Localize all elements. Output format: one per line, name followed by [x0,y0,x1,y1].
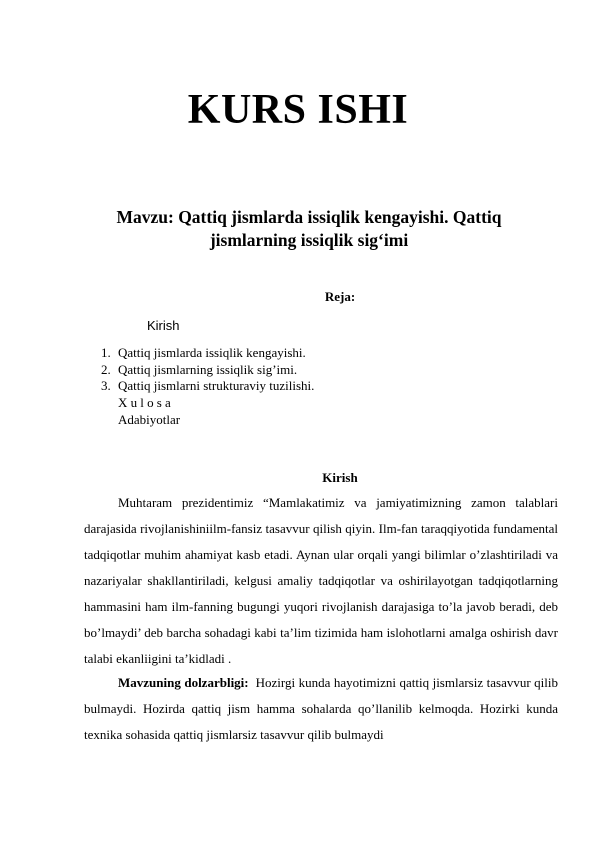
plan-item-number: 1. [101,345,111,360]
plan-item [101,345,314,362]
relevance-paragraph [84,670,558,748]
introduction-heading: Kirish [322,470,358,485]
plan-item-number: 3. [101,378,111,393]
plan-heading: Reja: [324,289,356,304]
subject-heading [100,206,518,252]
plan-intro-item: Kirish [147,318,180,333]
plan-list [101,345,314,395]
subject-line-2: jismlarning issiqlik sig‘imi [209,230,409,250]
plan-tail [118,395,180,428]
plan-item-text: Qattiq jismlarni strukturaviy tuzilishi. [118,378,315,393]
introduction-paragraph: Muhtaram prezidentimiz “Mamlakatimiz va jamiyatimizning zamon talablari darajasida rivojlanishiniilm-fansiz tasavvur qilish qiyin. Ilm-fan taraqqiyotida fundamental tadqiqotlar muhim ahamiyat kasb etadi. Aynan ular orqali yangi bilimlar o’zlashtiriladi va nazariyalar shakllantiriladi, kelgusi amaliy tadqiqotlar va oshirilayotgan tadqiqotlarning hammasini ham ilm-fanning bugungi yuqori rivojlanish darajasiga to’la javob beradi, deb bo’lmaydi’ deb barcha sohadagi kabi ta’lim tizimida ham islohotlarni amalga oshirish davr talabi ekanliigini ta’kidladi . [84,495,558,666]
plan-item [101,362,314,379]
document-title: KURS ISHI [187,87,409,133]
subject-line-1: Mavzu: Qattiq jismlarda issiqlik kengayishi. Qattiq [116,207,502,227]
relevance-label: Mavzuning dolzarbligi: [118,675,249,690]
plan-conclusion: Xulosa [118,395,175,410]
plan-item-text: Qattiq jismlarning issiqlik sig’imi. [118,361,298,377]
plan-item-text: Qattiq jismlarda issiqlik kengayishi. [118,345,306,360]
plan-item-number: 2. [101,361,111,377]
plan-item [101,378,314,395]
relevance-text: Hozirgi kunda hayotimizni qattiq jismlarsiz tasavvur qilib bulmaydi. Hozirda qattiq jism hamma sohalarda qo’llanilib kelmoqda. Hozirki kunda texnika sohasida qattiq jismlarsiz tasavvur qilib bulmaydi [84,675,558,742]
plan-references: Adabiyotlar [118,411,181,427]
